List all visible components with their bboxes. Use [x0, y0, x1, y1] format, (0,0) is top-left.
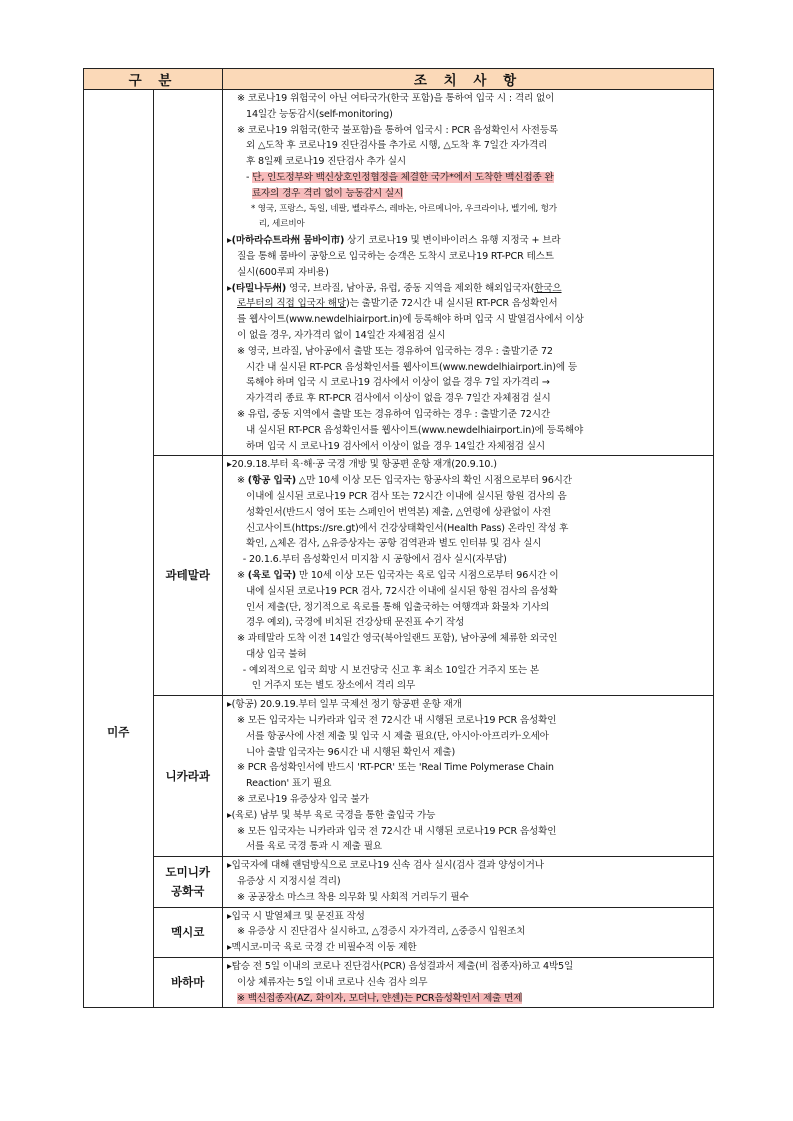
line-text: ※ 공공장소 마스크 착용 의무화 및 사회적 거리두기 필수	[237, 891, 469, 903]
measure-line	[227, 697, 709, 713]
highlighted-text: ※ 백신접종자(AZ, 화이자, 모더나, 얀센)는 PCR음성확인서 제출 면제	[237, 992, 523, 1004]
line-text: 시간 내 실시된 RT-PCR 음성확인서를 웹사이트(www.newdelhiairport.in)에 등	[246, 361, 577, 373]
measure-line	[227, 824, 709, 840]
measure-line	[227, 858, 709, 874]
measure-line	[227, 678, 709, 694]
line-text: 후 8일째 코로나19 진단검사 추가 실시	[246, 156, 407, 168]
line-text: 록해야 하며 입국 시 코로나19 검사에서 이상이 없을 경우 7일 자가격리 →	[246, 377, 550, 389]
measures-cell	[223, 456, 714, 696]
line-text: 경우 예외), 국경에 비치된 건강상태 문진표 수기 작성	[246, 617, 465, 629]
measure-line	[227, 375, 709, 391]
line-text: 를 웹사이트(www.newdelhiairport.in)에 등록해야 하며 입국 시 발열검사에서 이상	[237, 314, 584, 326]
region-cell-blank	[84, 90, 154, 456]
measure-line	[227, 600, 709, 616]
line-text: ▸탑승 전 5일 이내의 코로나 진단검사(PCR) 음성결과서 제출(비 접종자)하고 4박5일	[227, 961, 574, 973]
line-text: 대상 입국 불허	[246, 648, 307, 660]
measure-line	[227, 328, 709, 344]
measure-line	[227, 615, 709, 631]
measure-line	[227, 154, 709, 170]
header-category: 구 분	[84, 69, 223, 90]
line-text: * 영국, 프랑스, 독일, 네팔, 벨라루스, 레바논, 아르메니아, 우크라이나, 벨기에, 헝가	[251, 203, 557, 214]
line-text: 질을 통해 뭄바이 공항으로 입국하는 승객은 도착시 코로나19 RT-PCR 테스트	[237, 250, 554, 262]
line-text: 하며 입국 시 코로나19 검사에서 이상이 없을 경우 14일간 자체점검 실시	[246, 440, 545, 452]
entry-measures-table	[83, 68, 714, 1008]
measure-line	[227, 959, 709, 975]
measure-line	[227, 265, 709, 281]
measure-line	[227, 940, 709, 956]
measure-line	[227, 505, 709, 521]
line-text: ※	[237, 569, 248, 581]
line-text: 이상 체류자는 5일 이내 코로나 신속 검사 의무	[237, 976, 428, 988]
line-text: 인 거주지 또는 별도 장소에서 격리 의무	[246, 680, 416, 692]
country-cell: 멕시코	[153, 907, 223, 957]
line-text: ※ 과테말라 도착 이전 14일간 영국(북아일랜드 포함), 남아공에 체류한 외국인	[237, 633, 558, 645]
line-text: ▸입국 시 발열체크 및 문진표 작성	[227, 910, 365, 922]
measure-line	[227, 249, 709, 265]
underlined-text: 한국으	[534, 282, 562, 294]
country-cell: 니카라과	[153, 696, 223, 857]
measure-line	[227, 233, 709, 249]
measure-line	[227, 631, 709, 647]
line-text: ▸입국자에 대해 랜덤방식으로 코로나19 신속 검사 실시(검사 결과 양성이거나	[227, 860, 544, 872]
measure-line	[227, 138, 709, 154]
line-text: 내 실시된 RT-PCR 음성확인서를 웹사이트(www.newdelhiairport.in)에 등록해야	[246, 424, 584, 436]
measures-cell	[223, 958, 714, 1008]
measure-line	[227, 536, 709, 552]
line-text: 만 10세 이상 모든 입국자는 육로 입국 시점으로부터 96시간 이	[295, 569, 559, 581]
measure-line	[227, 647, 709, 663]
bold-label: ▸(타밀나두州)	[227, 282, 287, 294]
measures-cell	[223, 907, 714, 957]
line-text: ※ 코로나19 위험국이 아닌 여타국가(한국 포함)을 통하여 입국 시 : 격리 없이	[237, 93, 555, 104]
measures-cell	[223, 857, 714, 907]
measure-line	[227, 991, 709, 1007]
line-text: - 예외적으로 입국 희망 시 보건당국 신고 후 최소 10일간 거주지 또는 본	[237, 664, 539, 676]
line-text	[246, 188, 252, 199]
measure-line	[227, 439, 709, 455]
line-text: ▸20.9.18.부터 육·해·공 국경 개방 및 항공편 운항 재개(20.9.10.)	[227, 459, 497, 471]
measure-line	[227, 489, 709, 505]
line-text: ▸(육로) 남부 및 북부 육로 국경을 통한 출입국 가능	[227, 809, 436, 821]
document-table-wrapper	[83, 68, 714, 1008]
measure-line	[227, 975, 709, 991]
country-cell: 과테말라	[153, 456, 223, 696]
measure-line	[227, 584, 709, 600]
table-row-bahamas	[84, 958, 714, 1008]
line-text: ※ PCR 음성확인서에 반드시 'RT-PCR' 또는 'Real Time Polymerase Chain	[237, 762, 554, 774]
country-cell: 도미니카 공화국	[153, 857, 223, 907]
measure-line	[227, 312, 709, 328]
bold-label: ▸(마하라슈트라州 뭄바이市)	[227, 235, 345, 247]
measure-line	[227, 217, 709, 233]
line-text: 성확인서(반드시 영어 또는 스페인어 번역본) 제출, △연령에 상관없이 사전	[246, 506, 551, 518]
line-text: 유증상 시 지정시설 격리)	[237, 876, 341, 888]
line-text: ※ 유럽, 중동 지역에서 출발 또는 경유하여 입국하는 경우 : 출발기준 72시간	[237, 408, 550, 420]
line-text: ※ 영국, 브라질, 남아공에서 출발 또는 경유하여 입국하는 경우 : 출발기준 72	[237, 345, 553, 357]
line-text: ※ 유증상 시 진단검사 실시하고, △경증시 자가격리, △중증시 입원조치	[237, 926, 526, 938]
line-text: ※ 모든 입국자는 니카라과 입국 전 72시간 내 시행된 코로나19 PCR 음성확인	[237, 825, 557, 837]
region-cell-americas: 미주	[84, 456, 154, 1008]
table-row-mexico	[84, 907, 714, 957]
measure-line	[227, 360, 709, 376]
line-text: ※	[237, 475, 248, 487]
measure-line	[227, 473, 709, 489]
line-text: 내에 실시된 코로나19 PCR 검사, 72시간 이내에 실시된 항원 검사의 음성확	[246, 585, 558, 597]
measure-line	[227, 909, 709, 925]
table-header-row	[84, 69, 714, 90]
line-text: ※ 코로나19 유증상자 입국 불가	[237, 794, 369, 806]
line-text: 서를 육로 국경 통과 시 제출 필요	[246, 841, 382, 853]
measure-line	[227, 729, 709, 745]
line-text: 영국, 브라질, 남아공, 유럽, 중동 지역을 제외한 해외입국자(	[286, 282, 535, 294]
measure-line	[227, 391, 709, 407]
measure-line	[227, 457, 709, 473]
measure-line	[227, 760, 709, 776]
measures-cell	[223, 90, 714, 456]
measure-line	[227, 874, 709, 890]
line-text: - 20.1.6.부터 음성확인서 미지참 시 공항에서 검사 실시(자부담)	[237, 554, 507, 566]
table-row-dominican-republic	[84, 857, 714, 907]
line-text: 외 △도착 후 코로나19 진단검사를 추가로 시행, △도착 후 7일간 자가격리	[246, 140, 548, 152]
bold-label: (항공 입국)	[247, 475, 296, 487]
measure-line	[227, 107, 709, 123]
measure-line	[227, 123, 709, 139]
measure-line	[227, 745, 709, 761]
measure-line	[227, 281, 709, 297]
measure-line	[227, 296, 709, 312]
table-row-india	[84, 90, 714, 456]
measure-line	[227, 713, 709, 729]
line-text: 서를 항공사에 사전 제출 및 입국 시 제출 필요(단, 아시아·아프리카·오세아	[246, 730, 549, 742]
measure-line	[227, 186, 709, 202]
measure-line	[227, 521, 709, 537]
country-cell: 바하마	[153, 958, 223, 1008]
measures-cell	[223, 696, 714, 857]
measure-line	[227, 407, 709, 423]
line-text: ※ 모든 입국자는 니카라과 입국 전 72시간 내 시행된 코로나19 PCR 음성확인	[237, 715, 557, 727]
line-text: ▸멕시코-미국 육로 국경 간 비필수적 이동 제한	[227, 942, 417, 954]
line-text: 이내에 실시된 코로나19 PCR 검사 또는 72시간 이내에 실시된 항원 검사의 음	[246, 490, 567, 502]
measure-line	[227, 344, 709, 360]
measure-line	[227, 423, 709, 439]
highlighted-text: 단, 인도정부와 백신상호인정협정을 체결한 국가*에서 도착한 백신접종 완	[252, 171, 554, 183]
measure-line	[227, 663, 709, 679]
table-row-nicaragua	[84, 696, 714, 857]
measure-line	[227, 568, 709, 584]
line-text: Reaction' 표기 필요	[246, 778, 332, 790]
line-text: 인서 제출(단, 정기적으로 육로를 통해 입출국하는 여행객과 화물차 기사의	[246, 601, 550, 613]
line-text: 이 없을 경우, 자가격리 없이 14일간 자체점검 실시	[237, 329, 446, 341]
measure-line	[227, 808, 709, 824]
measure-line	[227, 792, 709, 808]
header-measures: 조 치 사 항	[223, 69, 714, 90]
underlined-text: 로부터의 직접 입국자 해당	[237, 298, 346, 310]
table-row-guatemala	[84, 456, 714, 696]
bold-label: (육로 입국)	[247, 569, 296, 581]
measure-line	[227, 839, 709, 855]
measure-line	[227, 890, 709, 906]
measure-line	[227, 170, 709, 186]
measure-line	[227, 924, 709, 940]
line-text: 자가격리 종료 후 RT-PCR 검사에서 이상이 없을 경우 7일간 자체점검 실시	[246, 393, 551, 405]
measure-line	[227, 552, 709, 568]
line-text: 상기 코로나19 및 변이바이러스 유행 지정국 + 브라	[344, 235, 561, 247]
line-text: 확인, △체온 검사, △유증상자는 공항 검역관과 별도 인터뷰 및 검사 실시	[246, 538, 542, 550]
line-text: 실시(600루피 자비용)	[237, 266, 329, 278]
highlighted-text: 료자의 경우 격리 없이 능동감시 실시	[251, 187, 404, 199]
line-text: 니아 출발 입국자는 96시간 내 시행된 확인서 제출)	[246, 746, 456, 758]
measure-line	[227, 202, 709, 218]
measure-line	[227, 776, 709, 792]
country-cell-blank	[153, 90, 223, 456]
line-text: 14일간 능동감시(self-monitoring)	[246, 108, 393, 120]
line-text: 신고사이트(https://sre.gt)에서 건강상태확인서(Health Pass) 온라인 작성 후	[246, 522, 569, 534]
line-text: 리, 세르비아	[251, 219, 305, 230]
line-text: -	[246, 171, 253, 183]
line-text: )는 출발기준 72시간 내 실시된 RT-PCR 음성확인서	[346, 298, 558, 310]
measure-line	[227, 91, 709, 107]
line-text: △만 10세 이상 모든 입국자는 항공사의 확인 시점으로부터 96시간	[295, 475, 572, 487]
line-text: ▸(항공) 20.9.19.부터 일부 국제선 정기 항공편 운항 재개	[227, 699, 462, 711]
line-text: ※ 코로나19 위험국(한국 불포함)을 통하여 입국시 : PCR 음성확인서 사전등록	[237, 124, 559, 136]
